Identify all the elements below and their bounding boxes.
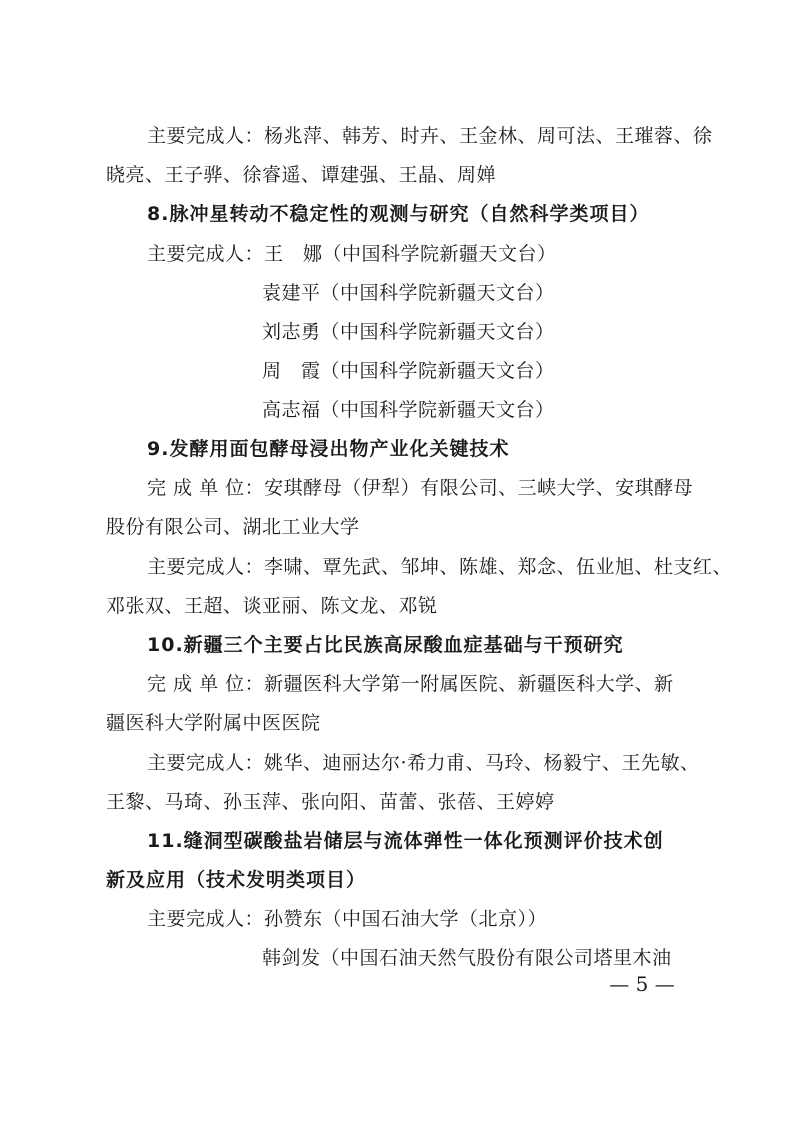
text-line: 袁建平（中国科学院新疆天文台） [262,282,555,304]
text-line: 股份有限公司、湖北工业大学 [106,516,360,538]
text-line: 疆医科大学附属中医医院 [106,712,321,734]
text-line: 晓亮、王子骅、徐睿遥、谭建强、王晶、周婵 [106,164,497,186]
text-line: 王黎、马琦、孙玉萍、张向阳、苗蕾、张蓓、王婷婷 [106,791,555,813]
text-line: 主要完成人：姚华、迪丽达尔·希力甫、马玲、杨毅宁、王先敏、 [147,752,700,774]
text-line: 邓张双、王超、谈亚丽、陈文龙、邓锐 [106,595,438,617]
text-line: 主要完成人：王 娜（中国科学院新疆天文台） [147,243,557,265]
text-line: 周 霞（中国科学院新疆天文台） [262,360,555,382]
text-line: 完 成 单 位：安琪酵母（伊犁）有限公司、三峡大学、安琪酵母 [147,477,694,499]
text-line: 主要完成人：孙赞东（中国石油大学（北京）） [147,908,548,930]
section-heading: 9.发酵用面包酵母浸出物产业化关键技术 [147,438,510,460]
text-line: 高志福（中国科学院新疆天文台） [262,399,555,421]
page-number: — 5 — [609,972,675,996]
section-heading: 8.脉冲星转动不稳定性的观测与研究（自然科学类项目） [147,203,650,225]
text-line: 完 成 单 位：新疆医科大学第一附属医院、新疆医科大学、新 [147,673,674,695]
section-heading: 11.缝洞型碳酸盐岩储层与流体弹性一体化预测评价技术创 [147,830,664,852]
section-heading: 新及应用（技术发明类项目） [106,869,367,891]
section-heading: 10.新疆三个主要占比民族高尿酸血症基础与干预研究 [147,634,624,656]
text-line: 韩剑发（中国石油天然气股份有限公司塔里木油 [262,947,672,969]
text-line: 主要完成人：李啸、覃先武、邹坤、陈雄、郑念、伍业旭、杜支红、 [147,556,733,578]
text-line: 刘志勇（中国科学院新疆天文台） [262,321,555,343]
text-line: 主要完成人：杨兆萍、韩芳、时卉、王金林、周可法、王璀蓉、徐 [147,125,713,147]
